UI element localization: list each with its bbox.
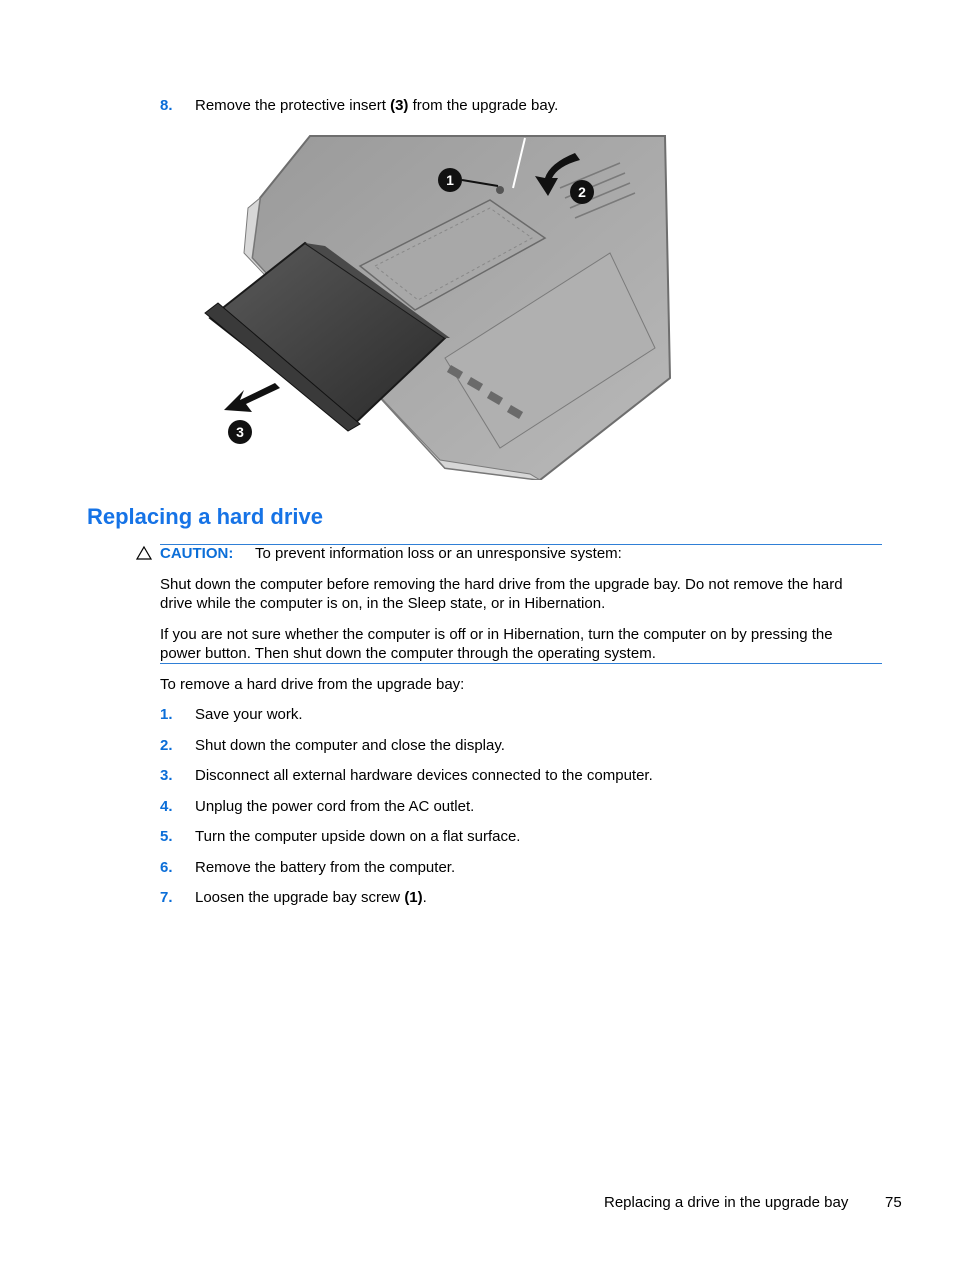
svg-text:1: 1 (446, 172, 454, 188)
page-number: 75 (885, 1194, 902, 1211)
step-number: 6. (160, 859, 173, 876)
footer-section-title: Replacing a drive in the upgrade bay (604, 1194, 849, 1211)
step-number: 2. (160, 737, 173, 754)
step-number: 1. (160, 706, 173, 723)
step-number: 4. (160, 798, 173, 815)
svg-text:3: 3 (236, 424, 244, 440)
step-number: 3. (160, 767, 173, 784)
step-8-number: 8. (160, 97, 173, 114)
step-number: 5. (160, 828, 173, 845)
laptop-bottom-drawing (200, 128, 675, 480)
caution-text: To prevent information loss or an unresponsive system: (255, 545, 622, 562)
upgrade-bay-illustration (200, 128, 675, 480)
intro-text: To remove a hard drive from the upgrade bay: (160, 676, 465, 693)
callout-2-icon (570, 180, 594, 204)
step-number: 7. (160, 889, 173, 906)
caution-triangle-icon (136, 545, 152, 565)
caution-paragraph-1: Shut down the computer before removing the hard drive from the upgrade bay. Do not remove the hard drive while the computer is on, in the Sleep state, or in Hibernation. (160, 576, 843, 612)
svg-text:2: 2 (578, 184, 586, 200)
step-8-text: Remove the protective insert (3) from the upgrade bay. (195, 97, 559, 114)
section-title: Replacing a hard drive (87, 504, 323, 529)
step-text: Turn the computer upside down on a flat surface. (195, 828, 521, 845)
step-text: Disconnect all external hardware devices connected to the computer. (195, 767, 653, 784)
caution-paragraph-2: If you are not sure whether the computer is off or in Hibernation, turn the computer on by pressing the power button. Then shut down the computer through the operating system. (160, 626, 833, 662)
step-text: Shut down the computer and close the display. (195, 737, 505, 754)
step-text: Loosen the upgrade bay screw (1). (195, 889, 427, 906)
caution-label: CAUTION: (160, 545, 234, 562)
step-text: Remove the battery from the computer. (195, 859, 456, 876)
callout-3-icon (228, 420, 252, 444)
step-text: Save your work. (195, 706, 303, 723)
step-text: Unplug the power cord from the AC outlet. (195, 798, 475, 815)
caution-bottom-rule (160, 663, 882, 664)
